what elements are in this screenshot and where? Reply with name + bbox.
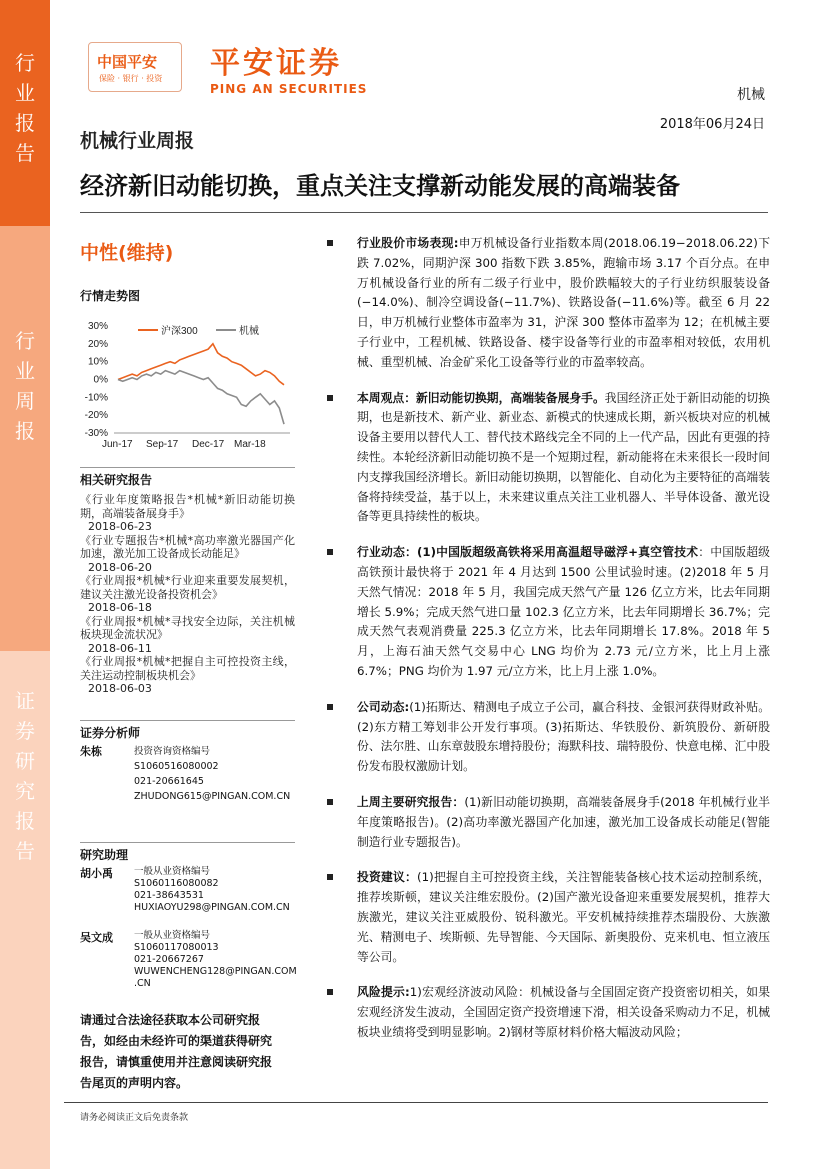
x-tick-label: Dec-17	[192, 439, 225, 450]
bullet-text: (1)新旧动能切换期，高端装备展身手(2018 年机械行业半年度策略报告)。(2)高功率激光器国产化加速，激光加工设备成长动能足(智能制造行业专题报告)。	[357, 794, 770, 849]
y-tick-label: -20%	[84, 410, 108, 422]
report-date: 2018-06-18	[88, 601, 152, 614]
assistant-email-cont: .CN	[134, 978, 151, 989]
sidebar-block-weekly	[0, 226, 50, 651]
bullet-square-icon	[327, 240, 333, 246]
analyst-email[interactable]: ZHUDONG615@PINGAN.COM.CN	[134, 791, 291, 802]
assistant-info-line: 一般从业资格编号	[134, 930, 211, 941]
x-tick-label: Sep-17	[146, 439, 179, 450]
bullet-heading: 上周主要研究报告：	[357, 794, 465, 809]
sidebar-char: 周	[15, 389, 35, 413]
bullet-text: 1)宏观经济波动风险：机械设备与全国固定资产投资密切相关，如果宏观经济发生波动，全国固定资产投资增速下滑，相关设备采购动力不足，机械板块业绩将受到明显影响。2)钢材等原材料价格大幅波动风险；	[357, 985, 770, 1039]
report-title: 《行业周报*机械*把握自主可控投资主线，关注运动控制板块机会》	[80, 655, 295, 682]
bullet-square-icon	[327, 989, 333, 995]
bullet-square-icon	[327, 874, 333, 880]
report-title: 《行业专题报告*机械*高功率激光器国产化加速，激光加工设备成长动能足》	[80, 533, 295, 560]
y-tick-label: 30%	[87, 321, 108, 332]
assistant-info-line: 一般从业资格编号	[134, 866, 211, 877]
bullet-text: (1)拓斯达、精测电子成立子公司，赢合科技、金银河获得财政补贴。(2)东方精工筹划非公开发行事项。(3)拓斯达、华铁股份、新筑股份、新研股份、法尔胜、山东章鼓股东增持股份；海默科技、瑞特股份、快意电梯、汇中股份发布股权激励计划。	[357, 699, 771, 774]
report-date: 2018-06-11	[88, 641, 152, 655]
related-reports-title: 相关研究报告	[80, 467, 295, 488]
bullet-square-icon	[327, 395, 333, 401]
assistant-info-line: 021-20667267	[134, 954, 204, 965]
analyst-info-line: S1060516080002	[134, 761, 219, 772]
bullet-market	[327, 234, 770, 373]
assistant-info-line: 021-38643531	[134, 890, 204, 901]
list-item[interactable]	[80, 493, 295, 534]
y-tick-label: 10%	[87, 356, 108, 368]
sidebar-char: 业	[15, 81, 35, 105]
analyst-info-line: 投资咨询资格编号	[134, 746, 211, 757]
assistant-name: 胡小禹	[80, 867, 113, 880]
sidebar-char: 业	[15, 359, 35, 383]
rating: 中性(维持)	[80, 242, 174, 264]
series-line-machinery	[118, 371, 284, 425]
pingan-logo-text: 中国平安	[97, 53, 158, 71]
sidebar-block-report-type	[0, 0, 50, 226]
bullet-investment	[327, 868, 770, 967]
report-title: 《行业周报*机械*行业迎来重要发展契机，建议关注激光设备投资机会》	[80, 574, 295, 601]
sidebar-char: 行	[15, 51, 35, 75]
bullet-view	[327, 389, 770, 528]
related-reports-list	[80, 493, 295, 696]
bullet-text: 申万机械设备行业指数本周(2018.06.19−2018.06.22)下跌 7.02%，同期沪深 300 指数下跌 3.85%，跑输市场 3.17 个百分点。在申万机械设备行业的所有二级子行业中，股价跌幅较大的子行业纺织服装设备(−14.0%)、制冷空调设备(−11.7%)、铁路设备(−11.6%)等。截至 6 月 22 日，申万机械行业整体市盈率为 31，沪深 300 整体市盈率为 12；在机械主要子行业中，工程机械、铁路设备、楼宇设备等行业的市盈率相对较低，农用机械、重型机械、冶金矿采化工设备等行业的市盈率较高。	[357, 236, 770, 369]
header-divider	[80, 212, 768, 213]
bullet-heading: 公司动态:	[357, 699, 410, 714]
report-date: 2018年06月24日	[659, 117, 765, 132]
assistant-email[interactable]: WUWENCHENG128@PINGAN.COM	[134, 966, 297, 977]
footer-note: 请务必阅读正文后免责条款	[80, 1113, 189, 1123]
assistant-info-line: S1060117080013	[134, 942, 219, 953]
sidebar-block-research	[0, 651, 50, 1169]
bullet-heading: 行业股价市场表现:	[357, 236, 459, 250]
sidebar-char: 报	[15, 419, 35, 443]
list-item[interactable]	[80, 615, 295, 656]
analyst-name: 朱栋	[80, 745, 102, 758]
x-tick-label: Mar-18	[234, 439, 266, 450]
list-item[interactable]	[80, 534, 295, 575]
sidebar-char: 报	[15, 111, 35, 135]
bullet-reports	[327, 793, 770, 852]
securities-logo-en: PING AN SECURITIES	[210, 82, 368, 96]
bullet-company-news	[327, 698, 770, 777]
list-item[interactable]	[80, 655, 295, 696]
assistant-info-line: S1060116080082	[134, 878, 219, 889]
sidebar-char: 行	[15, 329, 35, 353]
bullet-text: (1)把握自主可控投资主线，关注智能装备核心技术运动控制系统，推荐埃斯顿，建议关注维宏股份。(2)国产激光设备迎来重要发展契机，推荐大族激光，建议关注亚威股份、锐科激光。平安机械持续推荐杰瑞股份、大族激光、精测电子、埃斯顿、先导智能、今天国际、新奥股份、克来机电、恒立液压等公司。	[357, 870, 770, 964]
sidebar-char: 告	[15, 839, 35, 863]
disclaimer: 请通过合法途径获取本公司研究报告，如经由未经许可的渠道获得研究报告，请慎重使用并注意阅读研究报告尾页的声明内容。	[80, 1013, 273, 1090]
y-tick-label: 0%	[93, 374, 108, 386]
y-tick-label: -30%	[84, 428, 108, 439]
y-tick-label: 20%	[87, 338, 108, 350]
bullet-text: 我国经济正处于新旧动能的切换期，也是新技术、新产业、新业态、新模式的快速成长期，新兴板块对应的机械设备主要用以替代人工、替代技术路线完全不同的上一代产品，因此有更强的持续性。本轮经济新旧动能切换不是一个短期过程，新动能将在未来很长一段时间内支撑我国经济增长。新旧动能切换期，以智能化、自动化为主要特征的高端装备将持续受益，基于以上，未来建议重点关注工业机器人、半导体设备、激光设备等更具持续性的板块。	[357, 390, 770, 524]
assistant-title: 研究助理	[80, 842, 295, 863]
sidebar-char: 报	[15, 809, 35, 833]
pingan-securities-logo	[210, 38, 367, 96]
footer-divider	[64, 1102, 768, 1103]
bullet-square-icon	[327, 799, 333, 805]
list-item[interactable]	[80, 574, 295, 615]
sidebar-char: 券	[15, 719, 35, 743]
sidebar-char: 告	[15, 141, 35, 165]
assistant-name: 吴文成	[80, 931, 113, 944]
trend-chart-title: 行情走势图	[80, 289, 141, 303]
pingan-logo-tagline: 保险 · 银行 · 投资	[99, 74, 163, 83]
page-title: 经济新旧动能切换，重点关注支撑新动能发展的高端装备	[80, 172, 680, 200]
x-tick-label: Jun-17	[102, 439, 133, 450]
analyst-title: 证券分析师	[80, 720, 295, 741]
report-date: 2018-06-03	[88, 682, 152, 695]
pingan-logo	[88, 42, 182, 92]
securities-logo-cn: 平安证券	[210, 46, 342, 81]
report-title: 《行业周报*机械*寻找安全边际，关注机械板块现金流状况》	[80, 614, 295, 641]
bullet-heading: 行业动态：(1)中国版超级高铁将采用高温超导磁浮+真空管技术	[357, 545, 699, 560]
industry-label: 机械	[737, 87, 765, 103]
bullet-square-icon	[327, 549, 333, 555]
analyst-info-line: 021-20661645	[134, 776, 204, 787]
legend-label: 机械	[239, 326, 259, 337]
sidebar-char: 研	[15, 749, 35, 773]
bullet-heading: 本周观点：新旧动能切换期，高端装备展身手。	[357, 390, 605, 405]
bullet-heading: 风险提示:	[357, 985, 410, 1000]
bullet-risk	[327, 983, 770, 1042]
doc-type: 机械行业周报	[80, 130, 195, 152]
assistant-email[interactable]: HUXIAOYU298@PINGAN.COM.CN	[134, 902, 290, 913]
report-title: 《行业年度策略报告*机械*新旧动能切换期，高端装备展身手》	[80, 493, 295, 520]
bullet-industry-news	[327, 543, 770, 682]
legend-label: 沪深300	[161, 326, 198, 337]
report-date: 2018-06-23	[88, 520, 152, 533]
y-tick-label: -10%	[84, 392, 108, 404]
bullet-square-icon	[327, 704, 333, 710]
report-date: 2018-06-20	[88, 560, 152, 574]
sidebar-char: 究	[15, 779, 35, 803]
bullet-text: ：中国版超级高铁预计最快将于 2021 年 4 月达到 1500 公里试验时速。(2)2018 年 5 月天然气情况：2018 年 5 月，我国完成天然气产量 126 亿立方米，比去年同期增长 5.9%；完成天然气进口量 102.3 亿立方米，比去年同期增长 36.7%；完成天然气表观消费量 225.3 亿立方米，比去年同期增长 17.8%。2018 年 5 月，上海石油天然气交易中心 LNG 均价为 2.73 元/立方米，比上月上涨 6.7%；PNG 均价为 1.97 元/立方米，比上月上涨 1.0%。	[357, 545, 770, 678]
trend-chart	[80, 318, 295, 463]
sidebar-char: 证	[15, 689, 35, 713]
main-content	[327, 234, 770, 1043]
bullet-heading: 投资建议：	[357, 870, 418, 885]
